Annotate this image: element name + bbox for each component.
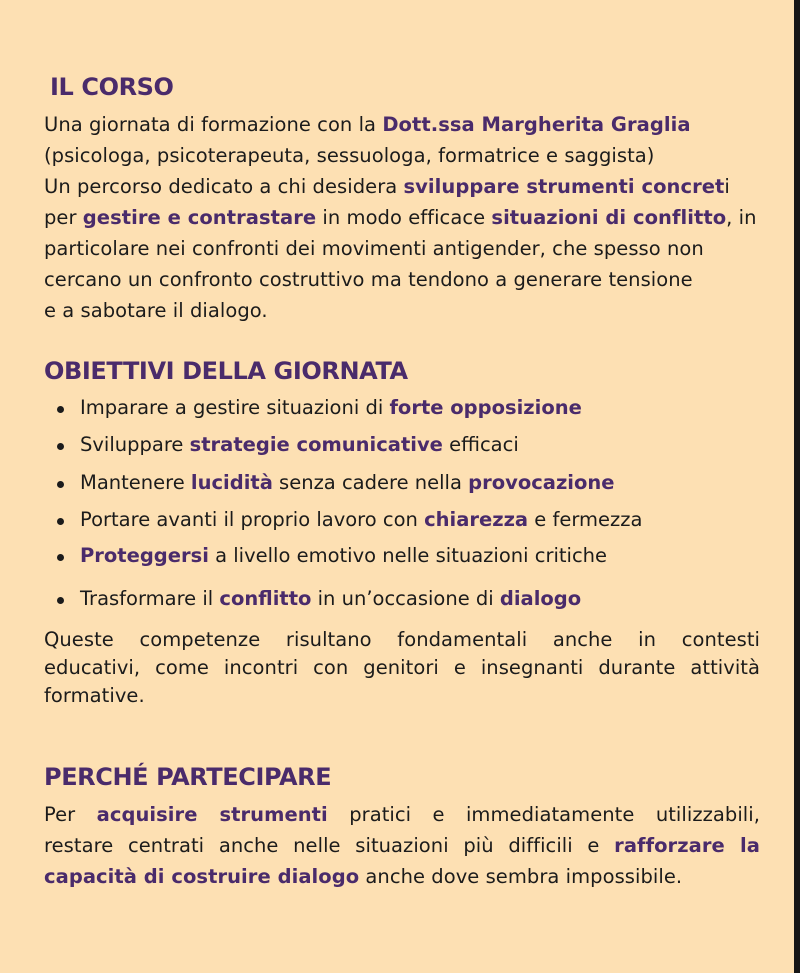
text: efficaci <box>442 433 519 456</box>
obiettivi-para-line-1: Queste competenze risultano fondamentali anche in contesti <box>44 628 760 651</box>
perche-paragraph <box>44 799 760 892</box>
corso-line-7: e a sabotare il dialogo. <box>44 299 268 322</box>
text: senza cadere nella <box>272 471 469 494</box>
text: , in <box>726 206 757 229</box>
bullet-icon <box>57 443 64 450</box>
text: in un’occasione di <box>311 587 500 610</box>
text: a livello emotivo nelle situazioni critiche <box>208 544 608 567</box>
highlight: gestire e contrastare <box>82 206 317 229</box>
corso-paragraph <box>44 109 760 326</box>
highlight: forte opposizione <box>389 396 582 419</box>
text: anche dove sembra impossibile. <box>359 865 683 888</box>
highlight: dialogo <box>499 587 582 610</box>
corso-line-1 <box>44 109 760 140</box>
bullet-icon <box>57 518 64 525</box>
highlight: strategie comunicative <box>189 433 443 456</box>
highlight: situazioni di conflitto <box>491 206 727 229</box>
highlight: lucidità <box>190 471 273 494</box>
text: Per <box>44 803 97 826</box>
list-item <box>44 396 582 419</box>
highlight: provocazione <box>468 471 615 494</box>
highlight-name: Dott.ssa Margherita Graglia <box>382 113 691 136</box>
obiettivi-para-line-3: formative. <box>44 684 145 707</box>
text: e fermezza <box>528 508 643 531</box>
text: Una giornata di formazione con la <box>44 113 383 136</box>
highlight: capacità di costruire dialogo <box>44 865 360 888</box>
highlight: rafforzare la <box>614 834 761 857</box>
list-item <box>44 508 642 531</box>
obiettivi-paragraph <box>44 626 760 710</box>
text: Portare avanti il proprio lavoro con <box>80 508 425 531</box>
text: pratici e immediatamente utilizzabili, <box>327 803 760 826</box>
section-title-perche: PERCHÉ PARTECIPARE <box>44 763 332 791</box>
text: i <box>724 175 730 198</box>
highlight: Proteggersi <box>80 544 209 567</box>
corso-line-2: (psicologa, psicoterapeuta, sessuologa, formatrice e saggista) <box>44 144 655 167</box>
section-title-obiettivi: OBIETTIVI DELLA GIORNATA <box>44 357 408 385</box>
list-item <box>44 587 581 610</box>
bullet-icon <box>57 554 64 561</box>
list-item <box>44 471 614 494</box>
highlight: conflitto <box>219 587 312 610</box>
highlight: acquisire strumenti <box>96 803 328 826</box>
corso-line-3 <box>44 171 760 202</box>
text: per <box>44 206 83 229</box>
text: in modo efficace <box>316 206 492 229</box>
text: Sviluppare <box>80 433 190 456</box>
corso-line-4 <box>44 202 760 233</box>
highlight: chiarezza <box>424 508 529 531</box>
obiettivi-para-line-2: educativi, come incontri con genitori e insegnanti durante attività <box>44 656 760 679</box>
list-item <box>44 544 607 567</box>
text: Un percorso dedicato a chi desidera <box>44 175 404 198</box>
bullet-icon <box>57 406 64 413</box>
perche-line-2 <box>44 830 760 861</box>
text: restare centrati anche nelle situazioni più difficili e <box>44 834 615 857</box>
bullet-icon <box>57 597 64 604</box>
corso-line-6: cercano un confronto costruttivo ma tendono a generare tensione <box>44 268 693 291</box>
perche-line-1 <box>44 799 760 830</box>
bullet-icon <box>57 481 64 488</box>
text: Trasformare il <box>80 587 220 610</box>
highlight: sviluppare strumenti concret <box>403 175 725 198</box>
perche-line-3 <box>44 861 760 892</box>
text: Mantenere <box>80 471 191 494</box>
section-title-corso: IL CORSO <box>50 73 174 101</box>
text: Imparare a gestire situazioni di <box>80 396 390 419</box>
corso-line-5: particolare nei confronti dei movimenti antigender, che spesso non <box>44 237 704 260</box>
list-item <box>44 433 519 456</box>
